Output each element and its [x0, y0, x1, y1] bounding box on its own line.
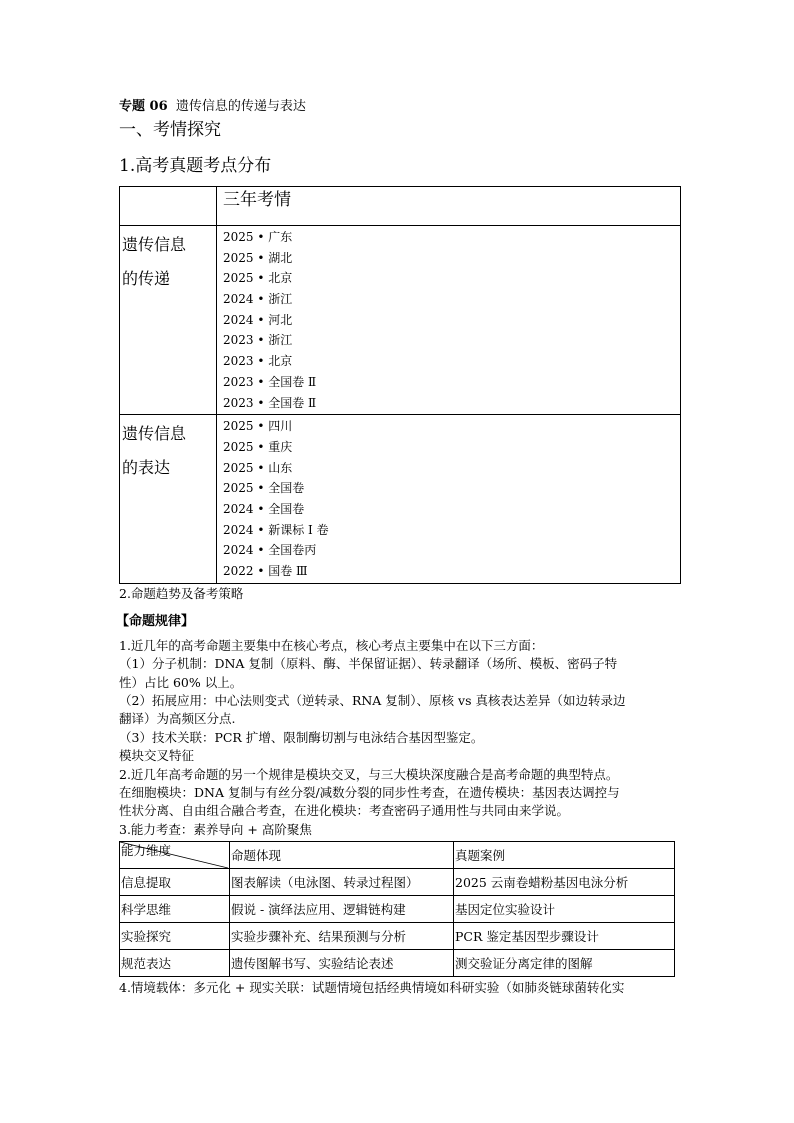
section-heading-1: 一、考情探究	[119, 120, 221, 140]
table-header-cell: 三年考情	[217, 187, 681, 226]
exam-item: 2024 • 全国卷	[223, 501, 305, 516]
table-header-cell: 命题体现	[230, 842, 454, 869]
paragraph-line: 3.能力考查：素养导向 + 高阶聚焦	[119, 821, 312, 837]
paragraph-line: （2）拓展应用：中心法则变式（逆转录、RNA 复制）、原核 vs 真核表达差异（如边转录边	[119, 692, 626, 708]
subsection-heading-1: 1.高考真题考点分布	[119, 156, 272, 176]
exam-item: 2023 • 全国卷 Ⅱ	[223, 374, 317, 389]
exam-item: 2022 • 国卷 Ⅲ	[223, 564, 308, 578]
table-cell: PCR 鉴定基因型步骤设计	[454, 923, 675, 950]
category-label-line: 遗传信息	[122, 235, 187, 254]
table-row	[120, 415, 681, 584]
paragraph-line: （1）分子机制：DNA 复制（原料、酶、半保留证据）、转录翻译（场所、模板、密码子特	[119, 656, 618, 672]
paragraph-line: 模块交叉特征	[119, 748, 195, 764]
exam-item: 2025 • 山东	[223, 460, 293, 475]
table-cell: 规范表达	[120, 950, 230, 977]
exam-item: 2025 • 湖北	[223, 250, 293, 265]
paragraph-line: （3）技术关联：PCR 扩增、限制酶切割与电泳结合基因型鉴定。	[119, 729, 484, 745]
exam-item: 2024 • 新课标 Ⅰ 卷	[223, 522, 329, 537]
table-cell: 2025 云南卷蜡粉基因电泳分析	[454, 869, 675, 896]
topic-number: 专题 06	[119, 99, 168, 114]
table-row	[120, 950, 675, 977]
paragraph-line: 2.近几年高考命题的另一个规律是模块交叉，与三大模块深度融合是高考命题的典型特点。	[119, 766, 619, 782]
ability-table	[119, 841, 675, 977]
exam-item: 2023 • 全国卷 Ⅱ	[223, 395, 317, 410]
exam-distribution-table	[119, 186, 681, 584]
exam-item: 2025 • 重庆	[223, 439, 293, 454]
table-corner-cell	[120, 187, 217, 226]
table-header-row	[120, 842, 675, 869]
topic-name: 遗传信息的传递与表达	[175, 99, 306, 114]
header-label: 能力维度	[121, 843, 172, 859]
paragraph-line: 性状分离、自由组合融合考查，在进化模块：考查密码子通用性与共同由来学说。	[119, 803, 570, 819]
table-cell: 信息提取	[120, 869, 230, 896]
table-cell: 基因定位实验设计	[454, 896, 675, 923]
category-label-line: 的传递	[122, 269, 171, 288]
table-cell: 图表解读（电泳图、转录过程图）	[230, 869, 454, 896]
exam-item: 2024 • 浙江	[223, 292, 293, 307]
table-cell: 实验步骤补充、结果预测与分析	[230, 923, 454, 950]
document-page	[116, 98, 689, 998]
exam-item: 2023 • 北京	[223, 354, 293, 369]
exam-item: 2025 • 四川	[223, 419, 293, 434]
table-cell: 测交验证分离定律的图解	[454, 950, 675, 977]
table-cell: 遗传图解书写、实验结论表述	[230, 950, 454, 977]
category-label-line: 遗传信息	[122, 424, 187, 444]
exam-list-cell	[217, 415, 681, 584]
table-cell: 科学思维	[120, 896, 230, 923]
table-row	[120, 923, 675, 950]
table-row	[120, 896, 675, 923]
paragraph-line: 4.情境载体：多元化 + 现实关联：试题情境包括经典情境如科研实验（如肺炎链球菌转化实	[119, 980, 625, 996]
rule-heading: 【命题规律】	[116, 613, 195, 629]
category-label-line: 的表达	[122, 458, 171, 478]
table-cell: 实验探究	[120, 923, 230, 950]
table-header-row	[120, 187, 681, 226]
table-row	[120, 869, 675, 896]
paragraph-line: 性）占比 60% 以上。	[119, 674, 243, 690]
exam-item: 2023 • 浙江	[223, 333, 293, 348]
topic-title	[119, 98, 689, 116]
category-cell	[120, 226, 217, 415]
section-heading-2: 2.命题趋势及备考策略	[119, 585, 244, 601]
category-cell	[120, 415, 217, 584]
table-header-cell: 真题案例	[454, 842, 675, 869]
exam-item: 2025 • 广东	[223, 230, 293, 244]
table-header-cell	[120, 842, 230, 869]
table-cell: 假说 - 演绎法应用、逻辑链构建	[230, 896, 454, 923]
exam-item: 2025 • 北京	[223, 271, 293, 286]
paragraph-line: 1.近几年的高考命题主要集中在核心考点，核心考点主要集中在以下三方面：	[119, 637, 544, 653]
exam-item: 2024 • 全国卷丙	[223, 543, 317, 558]
paragraph-line: 翻译）为高频区分点.	[119, 711, 236, 727]
table-row	[120, 226, 681, 415]
exam-item: 2025 • 全国卷	[223, 481, 305, 496]
paragraph-line: 在细胞模块：DNA 复制与有丝分裂/减数分裂的同步性考查，在遗传模块：基因表达调控与	[119, 784, 620, 800]
exam-item: 2024 • 河北	[223, 312, 293, 327]
exam-list-cell	[217, 226, 681, 415]
